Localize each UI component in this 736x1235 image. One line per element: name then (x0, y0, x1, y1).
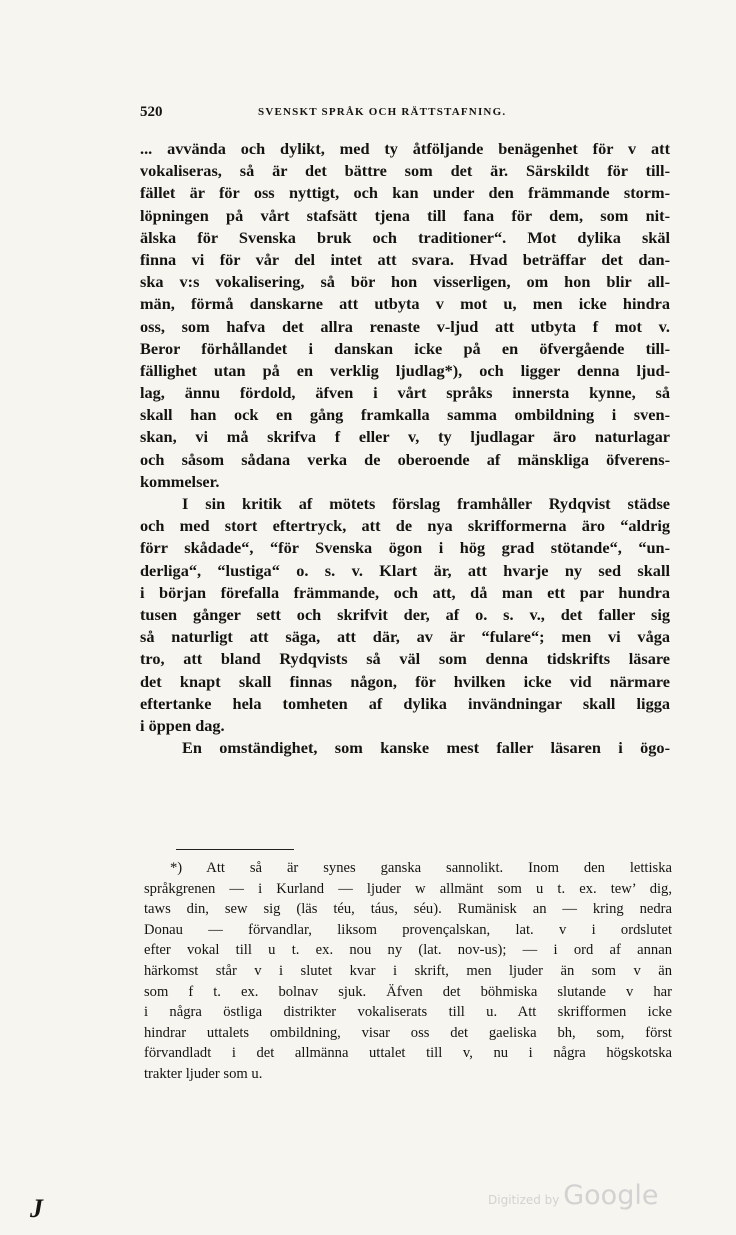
footnote-separator (176, 849, 294, 850)
text-line: I sin kritik af mötets förslag framhåller Rydqvist städse (182, 494, 670, 513)
text-line: skan, vi må skrifva f eller v, ty ljudlagar äro naturlagar (140, 427, 670, 447)
text-line: älska för Svenska bruk och traditioner“. Mot dylika skäl (140, 227, 670, 247)
text-line: lag, ännu fördold, äfven i vårt språks innersta kynne, så (140, 383, 670, 403)
text-line: löpningen på vårt stafsätt tjena till fana för dem, som nit- (140, 205, 670, 225)
text-line: i början förefalla främmande, och att, då man ett par hundra (140, 582, 670, 602)
footnote-line: hindrar uttalets ombildning, visar oss det gaeliska bh, som, först (144, 1024, 672, 1041)
text-line: skall han ock en gång framkalla samma ombildning i sven- (140, 405, 670, 425)
text-line: kommelser. (140, 471, 220, 491)
watermark (488, 1180, 658, 1211)
text-line: Beror förhållandet i danskan icke på en öfvergående till- (140, 338, 670, 358)
running-head: SVENSKT SPRÅK OCH RÄTTSTAFNING. (258, 106, 507, 118)
page-header (140, 104, 670, 126)
text-line: män, förmå danskarne att utbyta v mot u, men icke hindra (140, 294, 670, 314)
footnote-line: Donau — förvandlar, liksom provençalskan, lat. v i ordslutet (144, 921, 672, 938)
footnote-line: trakter ljuder som u. (144, 1065, 263, 1082)
watermark-prefix: Digitized by (488, 1193, 560, 1207)
watermark-brand: Google (563, 1180, 659, 1211)
text-line: oss, som hafva det allra renaste v-ljud att utbyta f mot v. (140, 316, 670, 336)
text-line: och med stort eftertryck, att de nya skrifformerna äro “aldrig (140, 516, 670, 536)
body-text (140, 138, 670, 759)
text-line: i öppen dag. (140, 715, 225, 735)
text-line: finna vi för vår del intet att svara. Hvad beträffar det dan- (140, 249, 670, 269)
footnote-line: som f t. ex. bolnav sjuk. Äfven det böhmiska slutande v har (144, 983, 672, 1000)
signature-mark: J (30, 1194, 43, 1223)
footnote (144, 858, 672, 1085)
footnote-line: i några östliga distrikter vokaliserats till u. Att skrifformen icke (144, 1004, 672, 1021)
text-line: fällighet utan på en verklig ljudlag*), och ligger denna ljud- (140, 360, 670, 380)
footnote-line: språkgrenen — i Kurland — ljuder w allmänt som u t. ex. tew’ dig, (144, 880, 672, 897)
footnote-line: efter vokal till u t. ex. nou ny (lat. nov-us); — i ord af annan (144, 942, 672, 959)
footnote-line: *) Att så är synes ganska sannolikt. Inom den lettiska (170, 860, 672, 876)
text-line: det knapt skall finnas någon, för hvilken icke vid närmare (140, 671, 670, 691)
text-line: och såsom sådana verka de oberoende af mänskliga öfverens- (140, 449, 670, 469)
text-line: förr skådade“, “för Svenska ögon i hög grad stötande“, “un- (140, 538, 670, 558)
text-line: eftertanke hela tomheten af dylika invändningar skall ligga (140, 693, 670, 713)
text-line: vokaliseras, så är det bättre som det är. Särskildt för till- (140, 161, 670, 181)
footnote-line: härkomst står v i slutet kvar i skrift, men ljuder än som v än (144, 962, 672, 979)
footnote-line: förvandladt i det allmänna uttalet till v, nu i några högskotska (144, 1045, 672, 1062)
text-line: derliga“, “lustiga“ o. s. v. Klart är, att hvarje ny sed skall (140, 560, 670, 580)
text-line: ... avvända och dylikt, med ty åtföljande benägenhet för v att (140, 139, 670, 158)
text-line: En omständighet, som kanske mest faller läsaren i ögo- (182, 738, 670, 758)
footnote-line: taws din, sew sig (läs téu, táus, séu). Rumänisk an — kring nedra (144, 901, 672, 918)
text-line: tro, att bland Rydqvists så väl som denna tidskrifts läsare (140, 649, 670, 669)
text-line: fället är för oss nyttigt, och kan under den främmande storm- (140, 183, 670, 203)
text-line: ska v:s vokalisering, så bör hon visserligen, om hon blir all- (140, 272, 670, 292)
page-number: 520 (140, 104, 163, 120)
text-line: så naturligt att säga, att där, av är “fulare“; men vi våga (140, 627, 670, 647)
text-line: tusen gånger sett och skrifvit der, af o. s. v., det faller sig (140, 604, 670, 624)
